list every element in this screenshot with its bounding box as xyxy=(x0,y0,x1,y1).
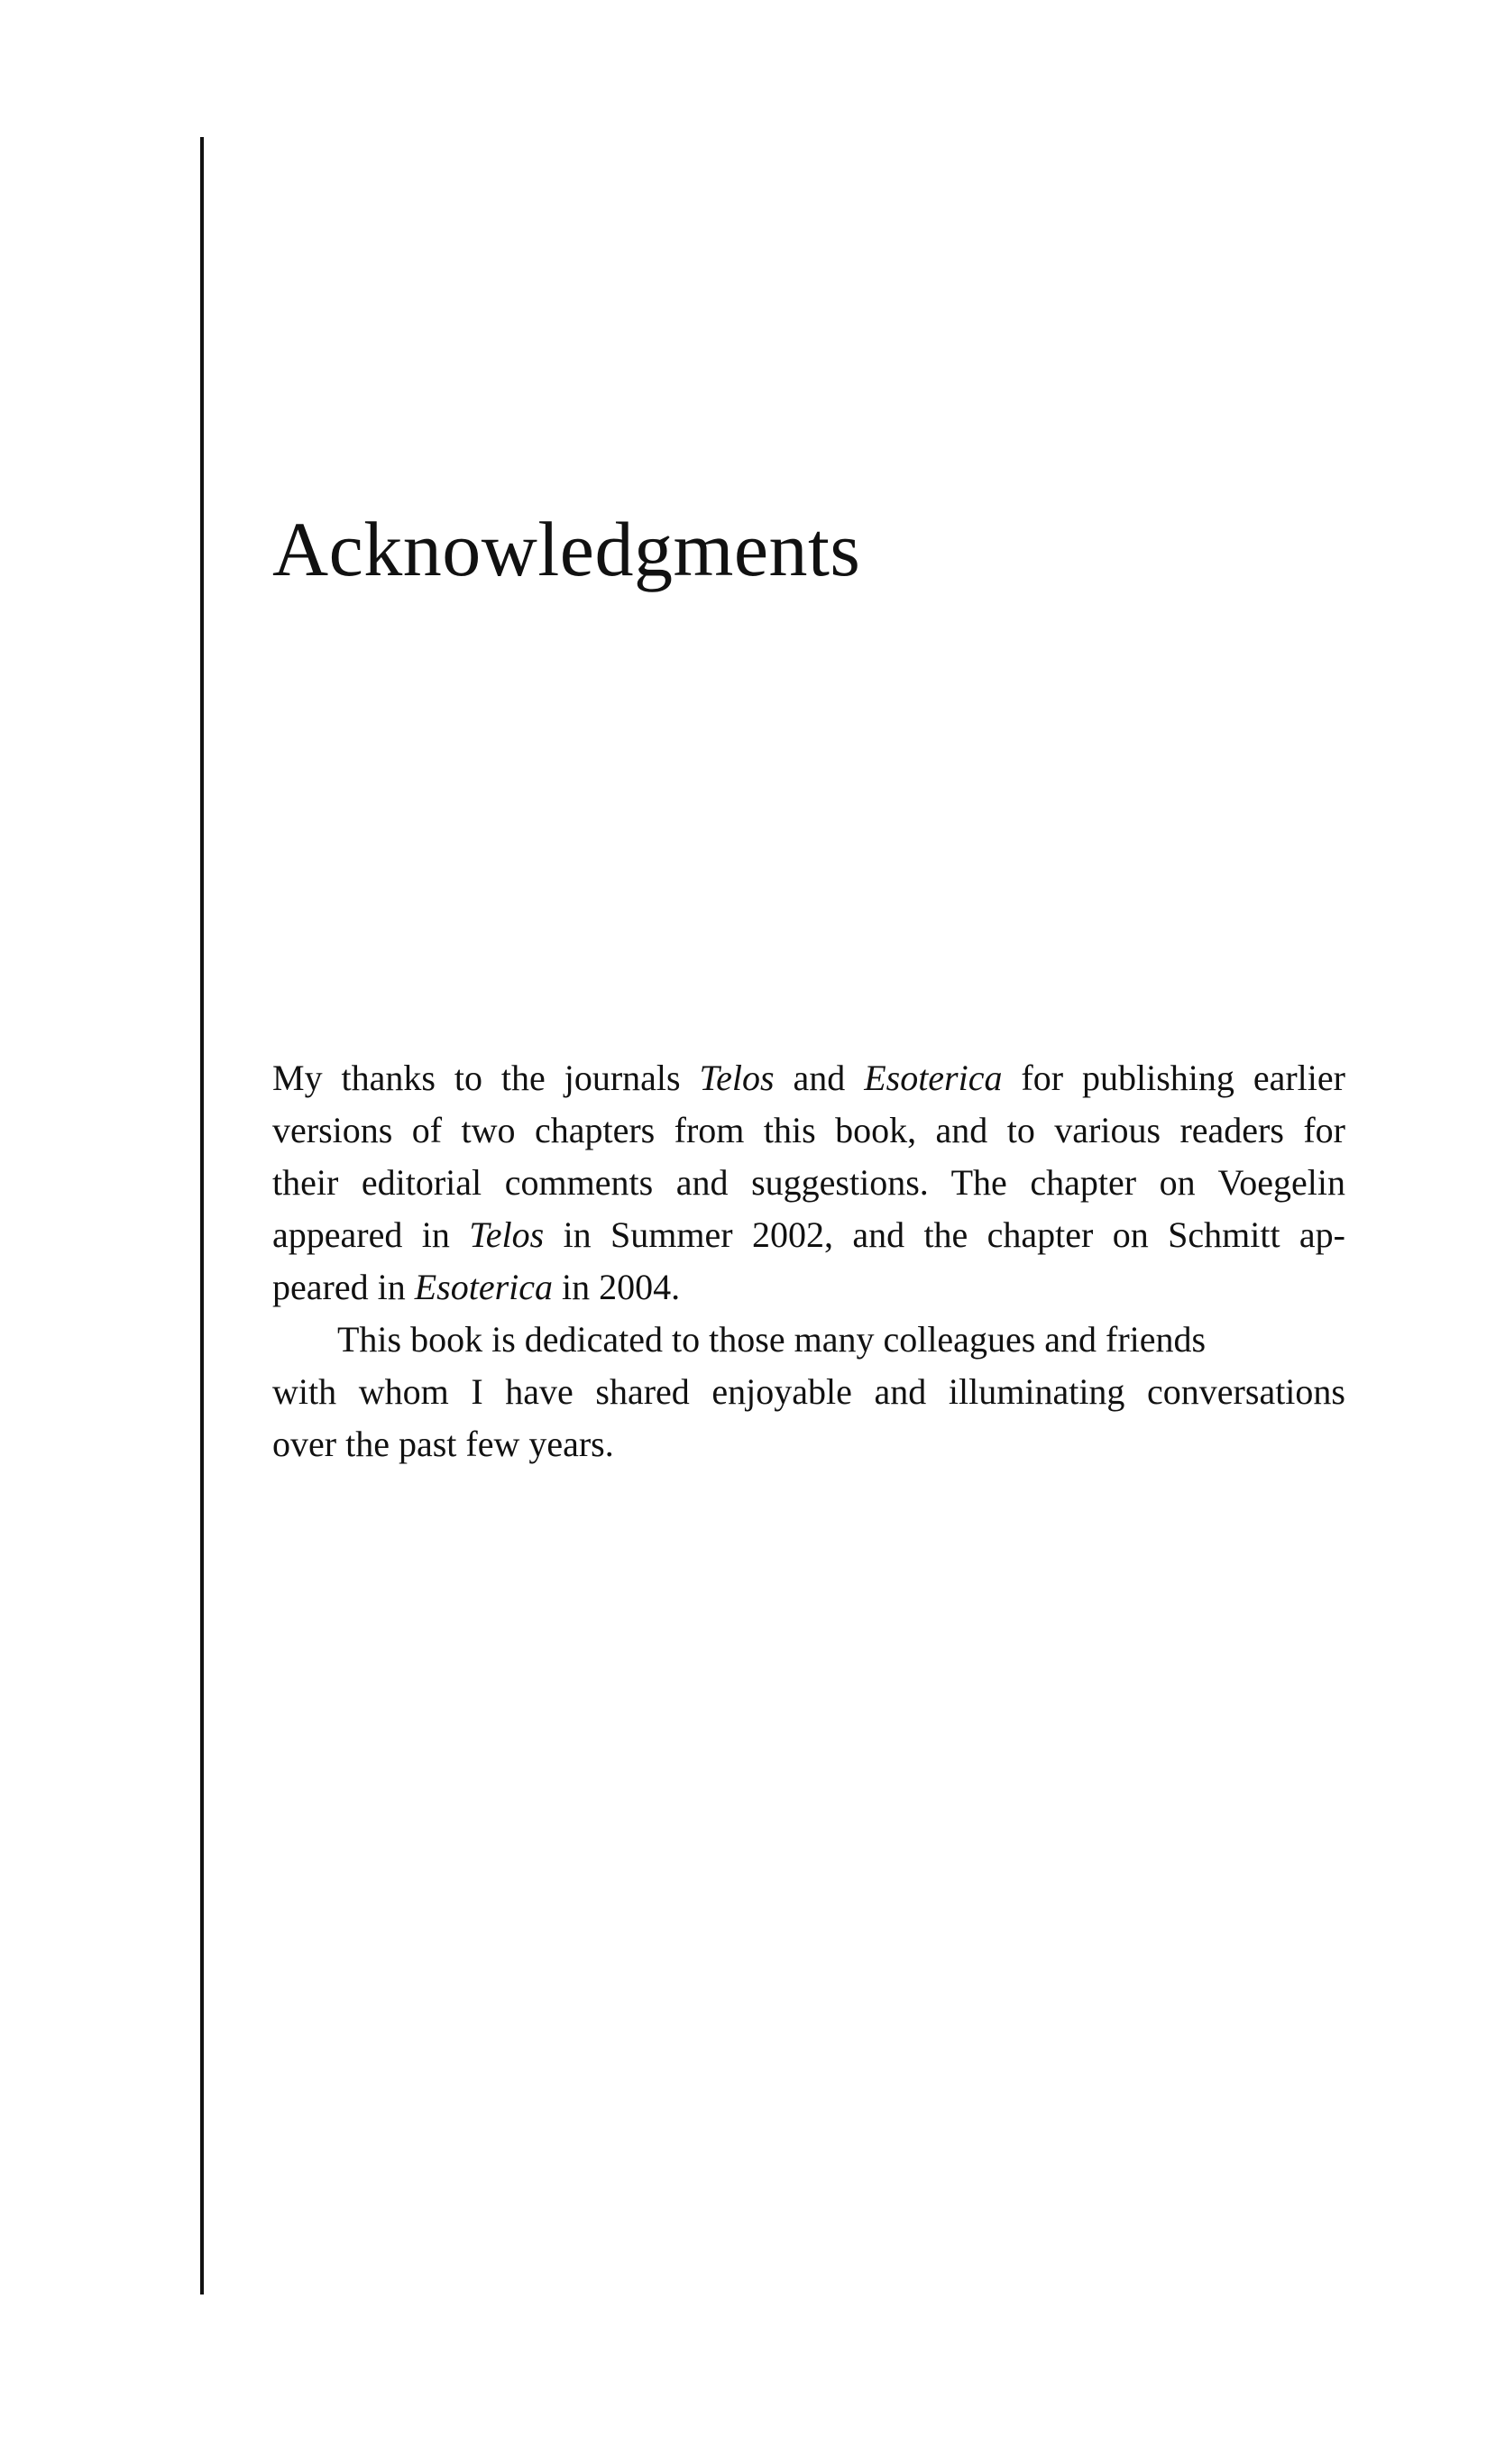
margin-rule xyxy=(200,137,204,2295)
text-run: versions of two chapters from this book, and to various readers for xyxy=(272,1110,1345,1150)
text-run: This book is dedicated to those many colleagues and friends xyxy=(337,1319,1207,1360)
text-run: over the past few years. xyxy=(272,1424,614,1464)
text-line xyxy=(272,1209,1345,1261)
text-line xyxy=(272,1052,1345,1104)
text-line xyxy=(272,1104,1345,1157)
text-line xyxy=(272,1261,1345,1314)
journal-title: Esoterica xyxy=(414,1267,554,1307)
acknowledgments-body xyxy=(272,1052,1345,1470)
paragraph xyxy=(272,1314,1345,1470)
journal-title: Esoterica xyxy=(864,1058,1003,1098)
text-run: appeared in xyxy=(272,1214,470,1255)
text-run: My thanks to the journals xyxy=(272,1058,700,1098)
text-run: for publishing earlier xyxy=(1002,1058,1345,1098)
text-line xyxy=(272,1366,1345,1418)
text-run: in Summer 2002, and the chapter on Schmitt ap- xyxy=(544,1214,1345,1255)
journal-title: Telos xyxy=(699,1058,775,1098)
text-run: peared in xyxy=(272,1267,415,1307)
text-line xyxy=(272,1418,1345,1470)
text-run: with whom I have shared enjoyable and illuminating conversations xyxy=(272,1371,1345,1412)
text-line xyxy=(272,1157,1345,1209)
text-run: their editorial comments and suggestions. The chapter on Voegelin xyxy=(272,1162,1345,1203)
text-run: in 2004. xyxy=(553,1267,681,1307)
paragraph xyxy=(272,1052,1345,1314)
page-title: Acknowledgments xyxy=(272,506,861,592)
text-run: and xyxy=(774,1058,865,1098)
journal-title: Telos xyxy=(469,1214,545,1255)
text-line xyxy=(272,1314,1345,1366)
